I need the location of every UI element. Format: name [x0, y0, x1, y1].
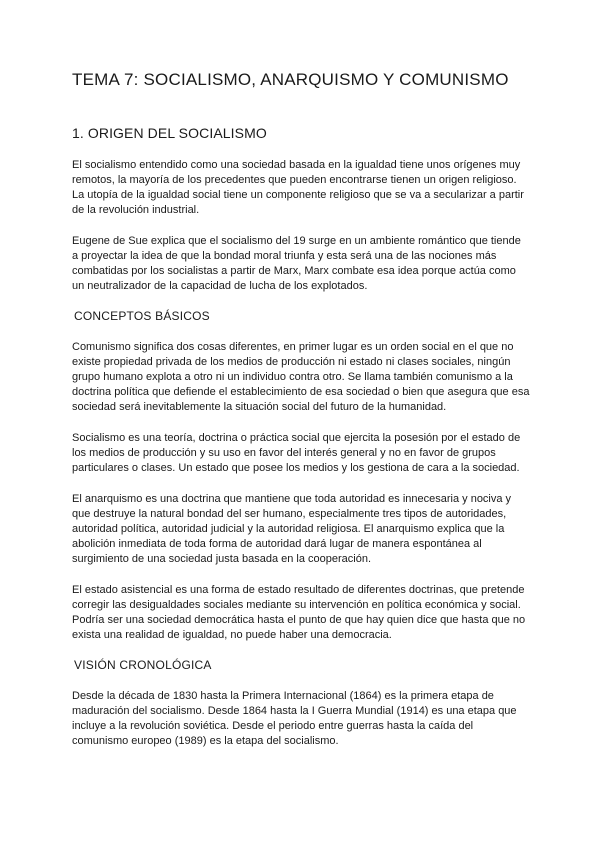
paragraph: El socialismo entendido como una sociedad basada en la igualdad tiene unos orígenes muy remotos, la mayoría de los precedentes que pueden encontrarse tienen un origen religioso. La utopía de la igualdad social tiene un componente religioso que se va a secularizar a partir de la revolución industrial.: [72, 159, 524, 216]
paragraph: Eugene de Sue explica que el socialismo del 19 surge en un ambiente romántico que tiende a proyectar la idea de que la bondad moral triunfa y esta será una de las nociones más combatidas por los socialistas a partir de Marx, Marx combate esa idea porque actúa como un neutralizador de la capacidad de lucha de los explotados.: [72, 235, 521, 292]
paragraph: El anarquismo es una doctrina que mantiene que toda autoridad es innecesaria y nociva y que destruye la natural bondad del ser humano, especialmente tres tipos de autoridades, autoridad política, autoridad judicial y la autoridad religiosa. El anarquismo explica que la abolición inmediata de toda forma de autoridad dará lugar de manera espontánea al surgimiento de una sociedad justa basada en la cooperación.: [72, 493, 512, 565]
paragraph: El estado asistencial es una forma de estado resultado de diferentes doctrinas, que pretende corregir las desigualdades sociales mediante su intervención en política económica y social. Podría ser una sociedad democrática hasta el punto de que hay quien dice que hasta que no exista una realidad de igualdad, no puede haber una democracia.: [72, 584, 526, 641]
subheading-vision-cronologica: VISIÓN CRONOLÓGICA: [74, 658, 212, 672]
document-title: TEMA 7: SOCIALISMO, ANARQUISMO Y COMUNISMO: [72, 70, 509, 89]
paragraph: Socialismo es una teoría, doctrina o práctica social que ejercita la posesión por el estado de los medios de producción y su uso en favor del interés general y no en favor de grupos particulares o clases. Un estado que posee los medios y los gestiona de cara a la sociedad.: [72, 432, 521, 474]
paragraph: Comunismo significa dos cosas diferentes, en primer lugar es un orden social en el que no existe propiedad privada de los medios de producción ni estado ni clases sociales, ningún grupo humano explota a otro ni un individuo contra otro. Se llama también comunismo a la doctrina política que defiende el establecimiento de esa sociedad o bien que asegura que esa sociedad será inevitablemente la situación social del futuro de la humanidad.: [72, 341, 530, 413]
subheading-conceptos-basicos: CONCEPTOS BÁSICOS: [74, 309, 210, 323]
section-heading-origen: 1. ORIGEN DEL SOCIALISMO: [72, 125, 267, 141]
paragraph: Desde la década de 1830 hasta la Primera Internacional (1864) es la primera etapa de maduración del socialismo. Desde 1864 hasta la I Guerra Mundial (1914) es una etapa que incluye a la revolución soviética. Desde el periodo entre guerras hasta la caída del comunismo europeo (1989) es la etapa del socialismo.: [72, 690, 517, 747]
